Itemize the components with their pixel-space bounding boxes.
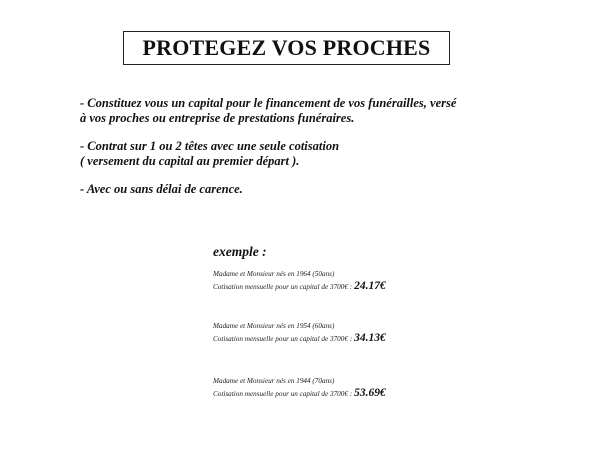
bullet-line: - Avec ou sans délai de carence.: [80, 182, 243, 196]
example-item: [213, 375, 386, 400]
bullet-line: ( versement du capital au premier départ ).: [80, 154, 300, 168]
example-persons: Madame et Monsieur nés en 1944 (70ans): [213, 377, 335, 385]
example-amount: 34.13€: [354, 332, 386, 344]
title-box: [123, 31, 450, 65]
example-amount: 53.69€: [354, 387, 386, 399]
example-item: [213, 320, 386, 345]
bullet-line: à vos proches ou entreprise de prestations funéraires.: [80, 111, 355, 125]
page-title: PROTEGEZ VOS PROCHES: [142, 35, 431, 60]
bullet-contract: [80, 139, 550, 169]
bullet-line: - Constituez vous un capital pour le financement de vos funérailles, versé: [80, 96, 457, 110]
bullet-list: [80, 96, 550, 210]
example-cotisation-row: [213, 387, 386, 400]
example-cotisation-label: Cotisation mensuelle pour un capital de 3700€ :: [213, 390, 353, 398]
bullet-line: - Contrat sur 1 ou 2 têtes avec une seule cotisation: [80, 139, 340, 153]
example-cotisation-label: Cotisation mensuelle pour un capital de 3700€ :: [213, 335, 353, 343]
example-amount: 24.17€: [354, 280, 386, 292]
bullet-capital: [80, 96, 550, 126]
example-persons: Madame et Monsieur nés en 1964 (50ans): [213, 270, 335, 278]
example-item: [213, 268, 386, 293]
example-heading: exemple :: [213, 244, 267, 259]
example-cotisation-row: [213, 332, 386, 345]
example-cotisation-row: [213, 280, 386, 293]
example-cotisation-label: Cotisation mensuelle pour un capital de 3700€ :: [213, 283, 353, 291]
bullet-waiting-period: [80, 182, 550, 197]
example-persons: Madame et Monsieur nés en 1954 (60ans): [213, 322, 335, 330]
